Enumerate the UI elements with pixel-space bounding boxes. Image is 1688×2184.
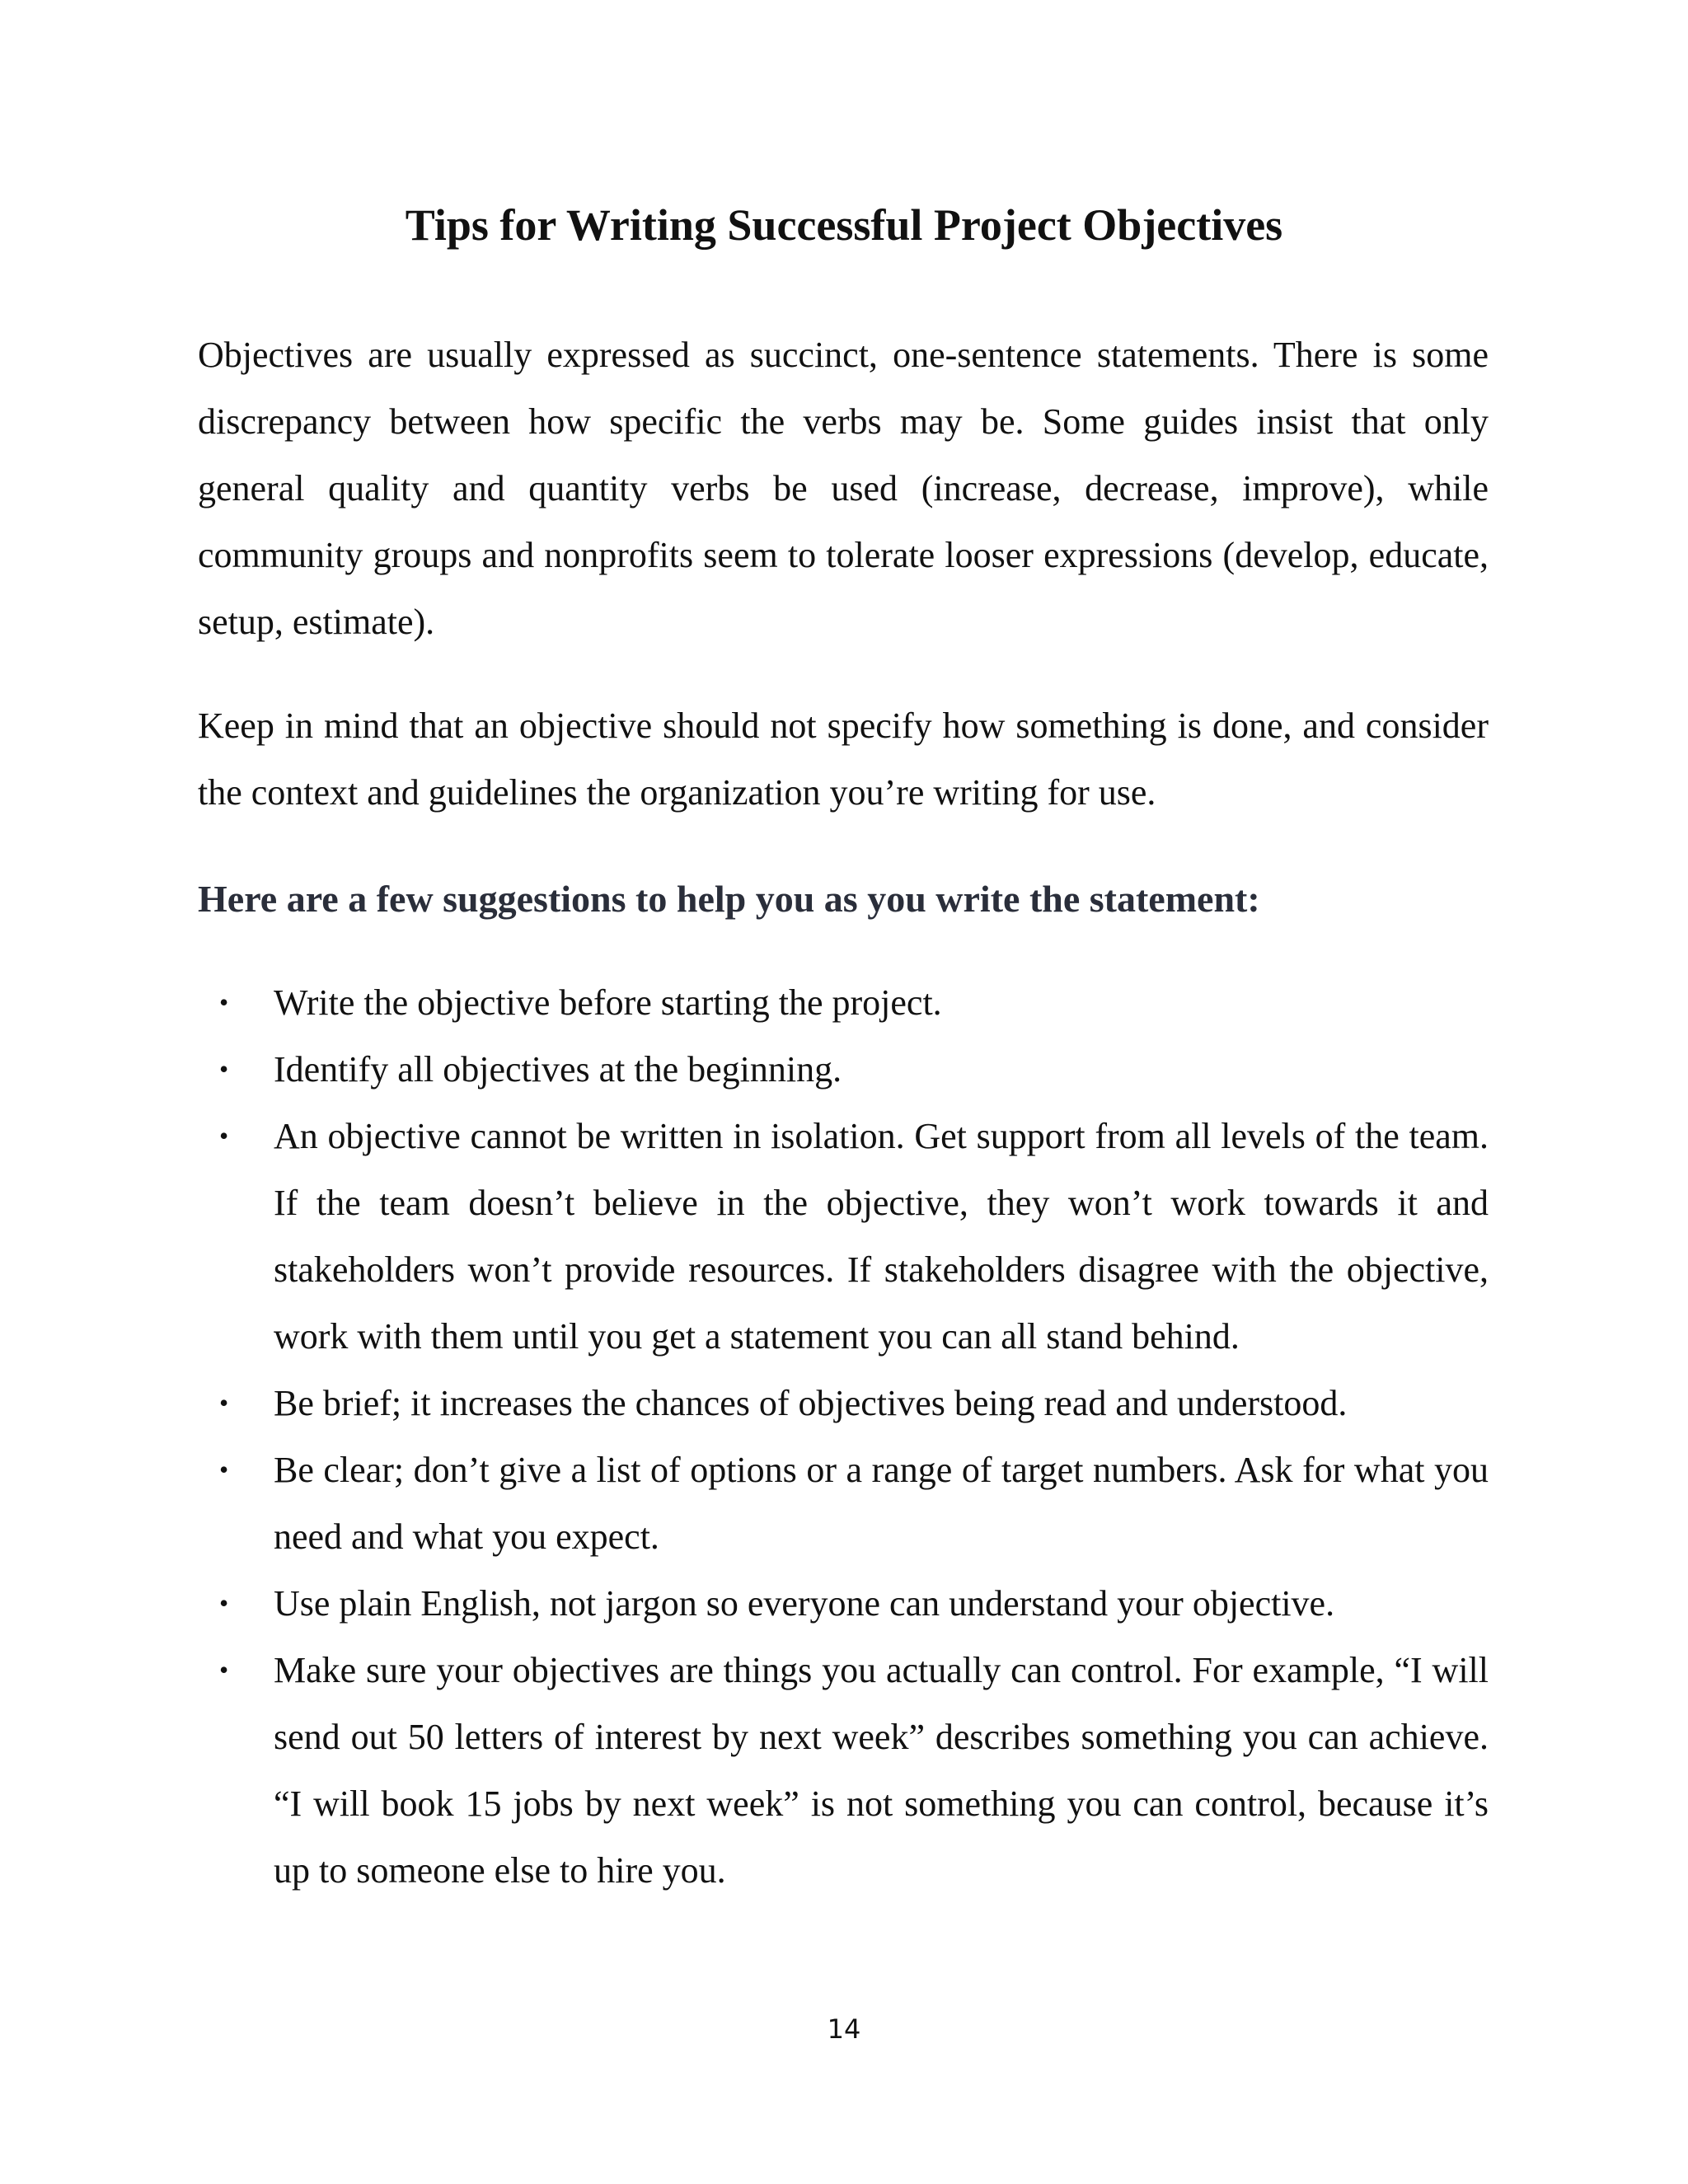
list-item-text: Write the objective before starting the project.: [274, 982, 942, 1023]
page-title: Tips for Writing Successful Project Objectives: [405, 200, 1283, 250]
bullet-icon: •: [219, 1388, 229, 1418]
list-item-text: Use plain English, not jargon so everyone can understand your objective.: [274, 1583, 1335, 1624]
list-item: [198, 969, 1489, 1036]
suggestions-heading: Here are a few suggestions to help you as you write the statement:: [198, 878, 1260, 920]
page-number: 14: [827, 2013, 861, 2045]
bullet-icon: •: [219, 1121, 229, 1151]
list-item-text: Be clear; don’t give a list of options or a range of target numbers. Ask for what you need and what you expect.: [274, 1450, 1489, 1557]
list-item-text: An objective cannot be written in isolation. Get support from all levels of the team. If the team doesn’t believe in the objective, they won’t work towards it and stakeholders won’t provide resources. If stakeholders disagree with the objective, work with them until you get a statement you can all stand behind.: [274, 1116, 1489, 1357]
bullet-icon: •: [219, 1455, 229, 1484]
list-item: [198, 1637, 1489, 1904]
bullet-icon: •: [219, 1588, 229, 1618]
list-item-text: Make sure your objectives are things you actually can control. For example, “I will send out 50 letters of interest by next week” describes something you can achieve. “I will book 15 jobs by next week” is not something you can control, because it’s up to someone else to hire you.: [274, 1650, 1489, 1891]
list-item-text: Be brief; it increases the chances of objectives being read and understood.: [274, 1383, 1348, 1423]
list-item: [198, 1570, 1489, 1637]
suggestions-list: [198, 969, 1489, 1904]
list-item: [198, 1103, 1489, 1370]
bullet-icon: •: [219, 1655, 229, 1685]
list-item: [198, 1436, 1489, 1570]
bullet-icon: •: [219, 987, 229, 1017]
list-item-text: Identify all objectives at the beginning.: [274, 1049, 842, 1090]
list-item: [198, 1036, 1489, 1103]
context-paragraph: Keep in mind that an objective should not specify how something is done, and consider the context and guidelines the organization you’re writing for use.: [198, 705, 1489, 813]
bullet-icon: •: [219, 1054, 229, 1084]
intro-paragraph: Objectives are usually expressed as succinct, one-sentence statements. There is some discrepancy between how specific the verbs may be. Some guides insist that only general quality and quantity verbs be used (increase, decrease, improve), while community groups and nonprofits seem to tolerate looser expressions (develop, educate, setup, estimate).: [198, 335, 1489, 642]
list-item: [198, 1370, 1489, 1436]
